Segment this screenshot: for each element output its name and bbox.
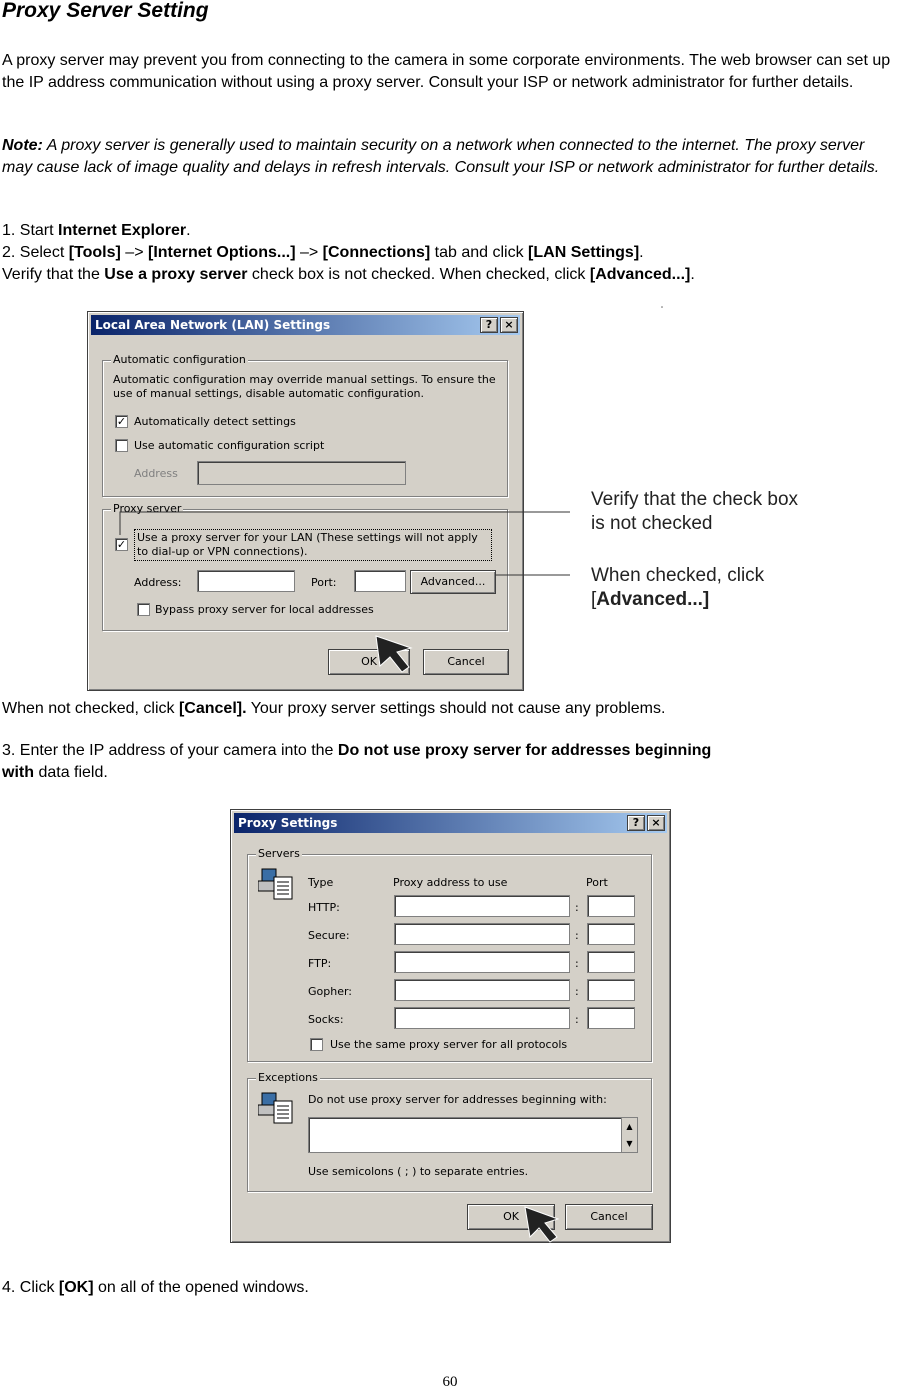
advanced-ref: [Advanced...] (589, 266, 691, 283)
colon: : (575, 901, 579, 914)
use-proxy-label: Use a proxy server for your LAN (These settings will not apply to dial-up or VPN connections). (134, 529, 492, 561)
cancel-ref: [Cancel]. (178, 700, 247, 717)
step-4-suffix: on all of the opened windows. (93, 1279, 309, 1296)
help-button[interactable]: ? (627, 815, 645, 831)
do-not-use-proxy-ref: Do not use proxy server for addresses beginning (337, 742, 712, 759)
note-text: A proxy server is generally used to maintain security on a network when connected to the internet. The proxy server may cause lack of image quality and delays in refresh intervals. Consult your ISP or network administrator for further details. (2, 137, 880, 176)
step-4-prefix: 4. Click (2, 1279, 59, 1296)
secure-label: Secure: (308, 929, 350, 942)
separator-hint: Use semicolons ( ; ) to separate entries. (308, 1165, 529, 1178)
colon: : (575, 1013, 579, 1026)
connections-tab-ref: [Connections] (322, 244, 431, 261)
exceptions-textarea[interactable] (308, 1117, 638, 1153)
callout-line-verify (120, 512, 570, 535)
socks-address-field[interactable] (394, 1007, 570, 1029)
step-1-suffix: . (186, 222, 191, 239)
col-port-header: Port (586, 876, 608, 889)
callout-verify-line1: Verify that the check box (591, 489, 799, 510)
not-checked-suffix: Your proxy server settings should not cause any problems. (246, 700, 666, 717)
mouse-cursor-icon (500, 1195, 570, 1245)
ok-ref: [OK] (58, 1279, 94, 1296)
close-button[interactable]: × (647, 815, 665, 831)
colon: : (575, 957, 579, 970)
no-proxy-label: Do not use proxy server for addresses beginning with: (308, 1093, 607, 1106)
scroll-up-icon[interactable]: ▲ (626, 1122, 633, 1131)
step-3-suffix: data field. (34, 764, 108, 781)
verify-mid: check box is not checked. When checked, click (247, 266, 590, 283)
auto-config-description: Automatic configuration may override manual settings. To ensure the use of manual settings, disable automatic configuration. (113, 373, 496, 400)
ftp-label: FTP: (308, 957, 332, 970)
ftp-port-field[interactable] (587, 951, 635, 973)
proxy-server-label: Proxy server (113, 502, 182, 515)
gopher-label: Gopher: (308, 985, 353, 998)
same-proxy-checkbox[interactable] (310, 1038, 323, 1051)
socks-port-field[interactable] (587, 1007, 635, 1029)
stray-dot (661, 306, 663, 308)
verify-prefix: Verify that the (2, 266, 105, 283)
exceptions-scrollbar[interactable] (621, 1118, 637, 1152)
advanced-button[interactable]: Advanced... (410, 570, 496, 594)
http-port-field[interactable] (587, 895, 635, 917)
proxy-cancel-button[interactable]: Cancel (565, 1204, 653, 1230)
proxy-dialog-title: Proxy Settings (238, 816, 338, 830)
step-3 (2, 740, 898, 784)
auto-detect-checkbox[interactable]: ✓ (116, 415, 127, 428)
page-number: 60 (442, 1374, 458, 1390)
use-proxy-ref: Use a proxy server (104, 266, 248, 283)
use-proxy-checkbox[interactable]: ✓ (116, 538, 127, 551)
callout-when-line1: When checked, click (591, 565, 765, 586)
callout-advanced (591, 564, 764, 612)
internet-options-ref: [Internet Options...] (147, 244, 296, 261)
step-1-bold: Internet Explorer (58, 222, 187, 239)
servers-label: Servers (258, 847, 300, 860)
note-label: Note: (2, 137, 43, 154)
help-button[interactable]: ? (480, 317, 498, 333)
script-address-label: Address (134, 467, 178, 480)
auto-detect-label: Automatically detect settings (134, 415, 296, 428)
lan-dialog-title: Local Area Network (LAN) Settings (95, 318, 331, 332)
colon: : (575, 985, 579, 998)
step-2-mid: tab and click (430, 244, 529, 261)
col-type-header: Type (308, 876, 334, 889)
arrow-2: –> (295, 244, 323, 261)
proxy-settings-dialog (230, 809, 671, 1243)
lan-ok-button[interactable]: OK (328, 649, 410, 675)
step-3-prefix: 3. Enter the IP address of your camera into the (2, 742, 338, 759)
exceptions-group (247, 1071, 652, 1192)
auto-script-label: Use automatic configuration script (134, 439, 325, 452)
exceptions-label: Exceptions (258, 1071, 318, 1084)
secure-port-field[interactable] (587, 923, 635, 945)
step-4 (2, 1277, 898, 1299)
step-2-end: . (639, 244, 644, 261)
network-server-icon (258, 867, 298, 903)
http-address-field[interactable] (394, 895, 570, 917)
callout-verify-line2: is not checked (591, 513, 713, 534)
servers-group (247, 847, 652, 1062)
bypass-label: Bypass proxy server for local addresses (155, 603, 374, 615)
proxy-dialog-titlebar (234, 813, 667, 833)
callout-bracket: [ (591, 589, 597, 610)
gopher-address-field[interactable] (394, 979, 570, 1001)
auto-config-label: Automatic configuration (113, 353, 246, 366)
close-button[interactable]: × (500, 317, 518, 333)
tools-menu-ref: [Tools] (68, 244, 121, 261)
arrow-1: –> (120, 244, 148, 261)
scroll-down-icon[interactable]: ▼ (626, 1139, 633, 1148)
lan-cancel-button[interactable]: Cancel (423, 649, 509, 675)
mouse-cursor-icon (376, 636, 411, 672)
secure-address-field[interactable] (394, 923, 570, 945)
with-ref: with (2, 764, 34, 781)
same-proxy-label: Use the same proxy server for all protocols (330, 1038, 568, 1051)
not-checked-line (2, 698, 898, 720)
colon: : (575, 929, 579, 942)
gopher-port-field[interactable] (587, 979, 635, 1001)
step-2-prefix: 2. Select (2, 244, 69, 261)
verify-end: . (690, 266, 695, 283)
ftp-address-field[interactable] (394, 951, 570, 973)
not-checked-prefix: When not checked, click (2, 700, 179, 717)
callout-verify (591, 488, 798, 536)
intro-paragraph: A proxy server may prevent you from connecting to the camera in some corporate environments. The web browser can set up the IP address communication without using a proxy server. Consult your ISP or network administrator for further details. (2, 52, 891, 91)
proxy-ok-button[interactable]: OK (467, 1204, 555, 1230)
lan-settings-ref: [LAN Settings] (528, 244, 640, 261)
proxy-address-label: Address: (134, 576, 182, 589)
socks-label: Socks: (308, 1013, 344, 1026)
proxy-port-label: Port: (311, 576, 337, 589)
callout-advanced-bold: Advanced...] (596, 589, 710, 610)
page-title: Proxy Server Setting (2, 0, 209, 22)
http-label: HTTP: (308, 901, 340, 914)
step-1-prefix: 1. Start (2, 222, 59, 239)
col-address-header: Proxy address to use (393, 876, 508, 889)
network-server-icon (258, 1091, 298, 1127)
